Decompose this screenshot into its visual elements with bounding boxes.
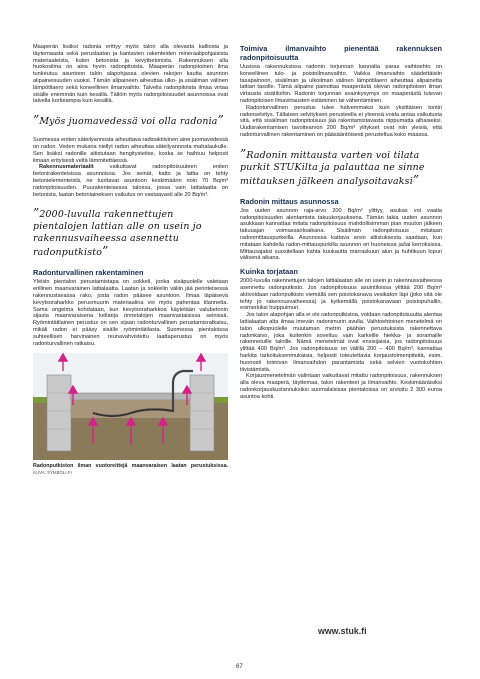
materials-paragraph: Rakennusmateriaalit vaikuttavat radonpitoisuuteen eniten betonirakenteisissa asunnoissa. Jos seinät, katto ja lattia on tehty betonielementeistä, ne tuottavat asuntoon keskimäärin noin 70 Bq/m³ radonpitoisuuden. Puurakenteisessa talossa, jossa vain lattialaatta on betonista, laatan betoniaineksen vaikutus on vastaavasti alle 20 Bq/m³. <box>33 164 228 198</box>
page-number: 67 <box>236 664 243 670</box>
safe-building-paragraph: Yleisin pientalon perustamistapa on sokkeli, jonka sisäpuolelle valetaan erillinen maanvarainen lattialaatta. Laatan ja sokkelin väliin jää perinteisessä rakennustavassa rako, josta radon pääsee asuntoon. Ilmaa läpäisevä kevytsoraharkko perusmuurin materiaalina voi myös pahentaa tilannetta. Sama ongelma kohdataan, kun kevytsoraharkkoa käytetään valubetonin sijasta maanvaraisena kellarija rinnetalojen maanvastaisissa seinissä. Ryömintätilainen perustus on sen sijaan radonturvallinen perustamisratkaisu, mikäli radon ei pääsy sisälle ryömintätilasta. Suomessa pientaloissa suhteellisen harvinainen reunavahvistettu laattaperustus on myös radonturvallinen ratkaisu. <box>33 279 228 347</box>
intro-paragraph: Maaperän lisäksi radonia erittyy myös talon alla olevasta kalliosta ja täytemaasta sekä peruslaatan ja kantavien rakenteiden mineraalipohjaisista materiaaleista, kuten betonista ja kevytbetonista. Rakennuksen alla huokosilma on aina hyvin radonpitoista. Maaperän radonpitoinen ilma tunkeutuu asuntoon talon alapohjassa olevien rakojen kautta asunnon alipaineisuuden vuoksi. Tämän alipaineen aiheuttaa ulko- ja sisäilman välinen lämpötilaero sekä koneellinen ilmanvaihto. Talvella radonpitoista ilmaa virtaa sisälle enemmän kuin kesällä. Tällöin myös radonpitoisuudet asunnoissa ovat talvella korkeampia kuin kesällä. <box>33 44 228 105</box>
safe-foundation-paragraph: Radonturvallinen perustus tulee halvemmaksi kuin yksittäisen tontin radonselvitys. Tällaisen selvityksen perusteella ei yleensä voida antaa vaikutusta sitä, että sisäilman radonpitoisuus jää rakentamistavasta riippumatta alhaiseksi. Uudisrakentamisen tavoitearvon 200 Bq/m³ ylitykset ovat niin yleisiä, että radonturvallinen rakentaminen on pääsääntöisesti perusteltua koko maassa. <box>240 104 442 138</box>
measurement-paragraph: Jos uuden asunnon raja-arvo 200 Bq/m³ ylittyy, asukas voi vaatia radonpitoisuuden alentamista takuukorjauksena. Tämän takia uuden asunnon asukkaan kannattaa mitata radonpitoisuus mahdollisimman pian muuton jälkeen takuuajan voimassaoloaikana. Sisäilman radonpitoisuus mitataan radonmittauspurkeilla. Asunnossa kattava arvio altistuksesta saadaan, kun mitataan kahdella radon-mittauspurkilla asunnon eri huoneissa ja/tai kerroksissa. Mittausajaksi suositellaan kahta kuukautta marraskuun alun ja huhtikuun lopun välisenä aikana. <box>240 207 442 262</box>
pull-quote-piping: ”2000-luvulla rakennettujen pientalojen lattian alle on usein jo rakennusvaiheessa asennettu radonputkisto” <box>33 206 202 259</box>
pull-quote-water: ”Myös juomavedessä voi olla radonia” <box>33 113 224 128</box>
right-foundation-wall <box>190 375 214 451</box>
section-heading-safe-building: Radonturvallinen rakentaminen <box>33 268 144 278</box>
remediation-paragraph-3: Korjausmenetelmän valintaan vaikuttavat mitattu radonpitoisuus, rakennuksen alla oleva maaperä, täyttemaa, talon rakenteet ja ilmanvaihto. Keskimääräisiksi radonkorjauskustannuksiksi suomalaisissa pientaloissa on arvioitu 2 300 euroa asuntoa kohti. <box>240 373 442 400</box>
foundation-diagram <box>33 353 228 460</box>
ventilation-paragraph: Uusissa rakennuksissa radonin torjunnan kannalta paras vaihtoehto on koneellinen tulo- ja poistoilmanvaihto. Vaikka ilmanvaihto säädettäisiin tasapainoon, sisäilman ja ulkoilman välinen lämpötilaero aiheuttaa alipainetta lattian tasolle. Tämä alipaine painottaa maaperästä olevan radonpitoisen ilman virtausta sisätiloihin. Radonin torjunnan avainkysymys on maaperästä tulevan radonpitoisen ilmavirtausten estäminen tai vähentäminen. <box>240 64 442 104</box>
section-heading-remediation: Kuinka torjataan <box>240 267 298 277</box>
right-column <box>240 44 442 400</box>
remediation-paragraph-2: Jos talon alapohjan alla ei ole radonputkistoa, voidaan radonpitoisuutta alentaa lattialaatan alta ilmaa imevän radonimurin avulla. Vaihtoehtoinen menetelmä on talon ulkopuolelle muutaman metrin päähän perustuksista rakennettava radonkaivo, joka kuitenkin soveltuu vain karkeille hiekka- ja soramaille rakennetuille taloille. Nämä menetelmät ovat ensisijaisia, jos radonpitoisuus ylittää 400 Bq/m³. Jos radonpitoisuus on välillä 200 – 400 Bq/m³, kannattaa harkita tarkoituksenmukaisia, helposti toteutettavia korjaustoimenpiteitä, esim. huonosti toimivan ilmanvaihdon parantamista sekä selvien vuotokohtien tiivistämistä. <box>240 312 442 373</box>
remediation-paragraph-1: 2000-luvulla rakennettujen talojen lattialaatan alle on usein jo rakennusvaiheessa asennettu radonputkisto. Jos radonpitoisuus asuintiloissa ylittää 200 Bq/m³ aktivoidaan radonputkisto viemällä sen poistokanava vesikaton läpi (joko sitä ole tehty jo rakennusvaiheessa) ja kytkemällä poistokanavaan poistopuhallin, esimerkiksi huippuimuri. <box>240 278 442 312</box>
section-heading-ventilation: Toimiva ilmanvaihto pienentää rakennuksen radonpitoisuutta <box>240 44 442 62</box>
left-column <box>33 44 228 477</box>
stuk-website-link[interactable]: www.stuk.fi <box>318 626 367 636</box>
foundation-illustration <box>33 353 228 460</box>
water-paragraph: Suomessa eniten säteilyannosta aiheuttava radioaktiivinen aine juomavedessä on radon. Veden mukana niellyt radon aiheuttaa säteilyannosta mahalaukulle. Sen lisäksi radonille altistutaan hengitysteitse, koska se haihtuu helposti ilmaan erityisesti veltä lämmitettäessä. <box>33 137 228 164</box>
figure-caption: Radonputkiston ilman vuotoreittejä maanvaraisen laatan perustuksissa. KUVA: SYMBOLI.FI <box>33 463 228 475</box>
pull-quote-measurement: ”Radonin mittausta varten voi tilata purkit STUKilta ja palauttaa ne sinne mittauksen jälkeen analysoitavaksi” <box>240 146 425 187</box>
left-foundation-wall <box>47 375 71 451</box>
section-heading-measurement: Radonin mittaus asunnossa <box>240 196 339 206</box>
